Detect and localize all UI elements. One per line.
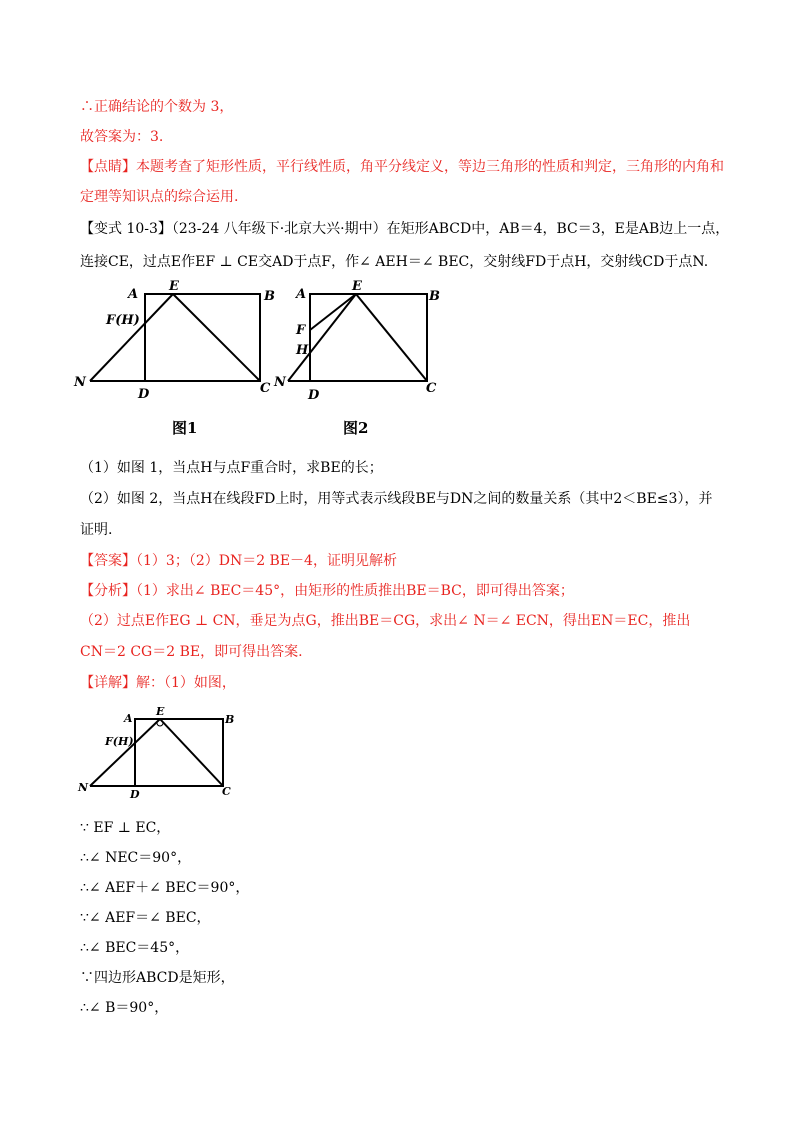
text-line-8: （2）如图 2，当点H在线段FD上时，用等式表示线段BE与DN之间的数量关系（其中2＜BE≤3），并 [80, 491, 713, 507]
text-line-18: ∵∠ AEF＝∠ BEC， [80, 910, 211, 926]
figure-3 [72, 703, 242, 803]
fig2-label-b: B [429, 289, 440, 304]
fig3-label-d: D [130, 788, 140, 801]
fig2-label-e: E [352, 279, 362, 294]
fig3-label-c: C [222, 785, 231, 798]
fig1-label-e: E [169, 279, 179, 294]
fig1-label-d: D [138, 387, 150, 402]
fig3-label-e: E [156, 705, 165, 718]
fig1-label-c: C [260, 381, 271, 396]
fig1-label-b: B [264, 289, 275, 304]
text-line-10: 【答案】（1）3；（2）DN＝2 BE－4，证明见解析 [80, 553, 397, 569]
fig2-label-d: D [308, 388, 320, 403]
text-line-2: 故答案为：3. [80, 129, 164, 145]
figure-2-caption: 图2 [343, 419, 369, 437]
fig2-label-a: A [296, 287, 307, 302]
text-line-4: 定理等知识点的综合运用. [80, 189, 239, 205]
text-line-15: ∵ EF ⊥ EC， [80, 820, 171, 836]
text-line-6: 连接CE，过点E作EF ⊥ CE交AD于点F，作∠ AEH＝∠ BEC，交射线FD于点H，交射线CD于点N. [80, 254, 709, 270]
text-line-9: 证明. [80, 522, 113, 538]
text-line-5: 【变式 10-3】（23-24 八年级下·北京大兴·期中）在矩形ABCD中，AB＝4，BC＝3，E是AB边上一点， [80, 221, 730, 237]
figure-1 [74, 278, 290, 403]
fig1-label-fh: F(H) [106, 313, 140, 328]
text-line-14: 【详解】解：（1）如图， [80, 675, 236, 691]
text-line-11: 【分析】（1）求出∠ BEC＝45°，由矩形的性质推出BE＝BC，即可得出答案； [80, 583, 574, 599]
text-line-19: ∴∠ BEC＝45°， [80, 940, 190, 956]
fig2-label-h: H [296, 343, 309, 358]
text-line-3: 【点睛】本题考查了矩形性质，平行线性质，角平分线定义，等边三角形的性质和判定，三角形的内角和 [80, 159, 724, 175]
text-line-16: ∴∠ NEC＝90°， [80, 850, 192, 866]
fig1-label-a: A [128, 287, 139, 302]
text-line-1: ∴正确结论的个数为 3， [80, 99, 234, 115]
fig3-label-fh: F(H) [105, 735, 134, 748]
fig2-label-c: C [426, 381, 437, 396]
text-line-13: CN＝2 CG＝2 BE，即可得出答案. [80, 644, 303, 660]
text-line-21: ∴∠ B＝90°， [80, 1000, 169, 1016]
figure-2 [274, 278, 450, 403]
fig3-label-a: A [124, 712, 133, 725]
fig3-label-b: B [225, 713, 235, 726]
text-line-12: （2）过点E作EG ⊥ CN，垂足为点G，推出BE＝CG，求出∠ N＝∠ ECN，得出EN＝EC，推出 [80, 613, 691, 629]
fig3-label-n: N [78, 781, 89, 794]
fig2-label-n: N [274, 375, 286, 390]
text-line-7: （1）如图 1，当点H与点F重合时，求BE的长； [80, 460, 383, 476]
text-line-20: ∵四边形ABCD是矩形， [80, 970, 235, 986]
text-line-17: ∴∠ AEF＋∠ BEC＝90°， [80, 880, 250, 896]
figure-1-caption: 图1 [172, 419, 198, 437]
fig1-label-n: N [74, 375, 86, 390]
fig2-label-f: F [296, 323, 306, 338]
